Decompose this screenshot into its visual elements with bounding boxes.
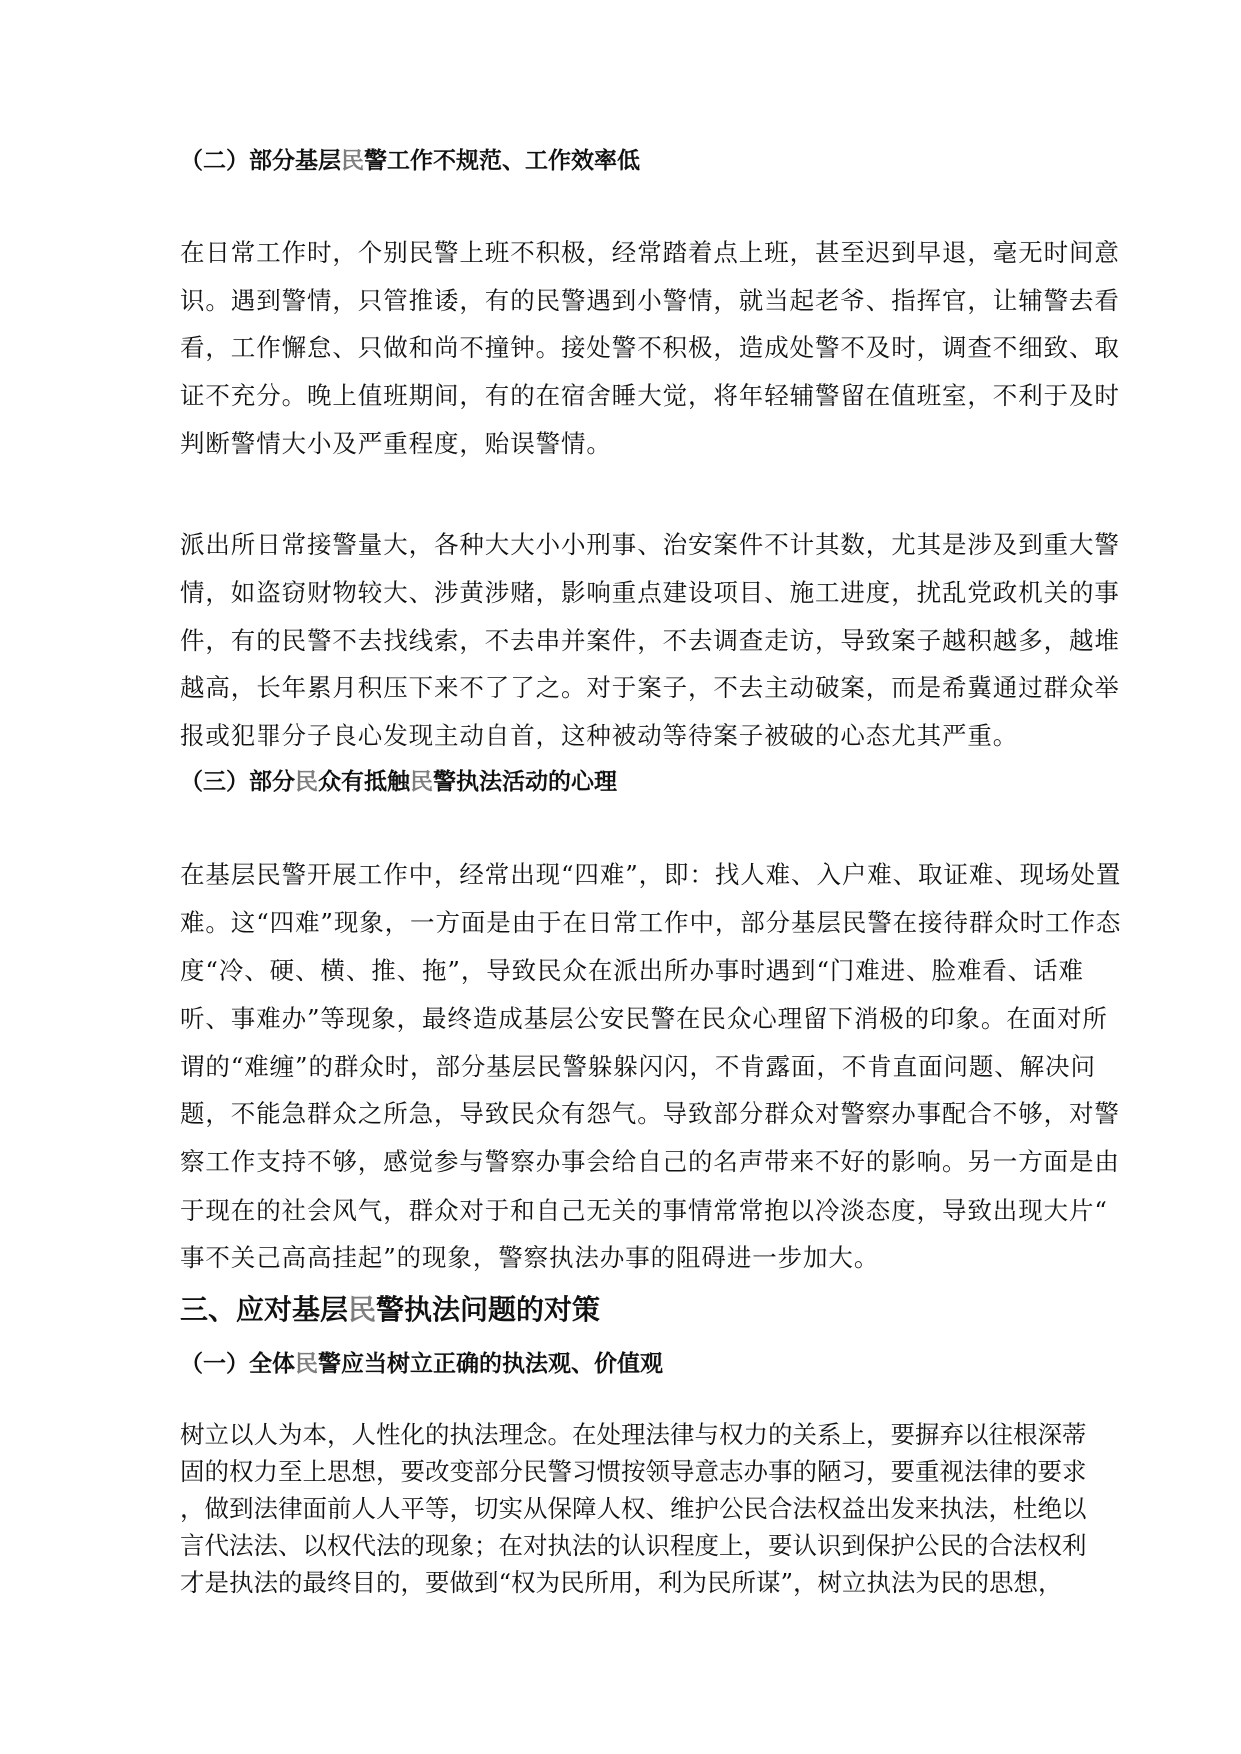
text-line: 听、事难办”等现象，最终造成基层公安民警在民众心理留下消极的印象。在面对所 [180, 1004, 1108, 1033]
heading-text: 警应当树立正确的执法观、价值观 [318, 1351, 663, 1377]
text-line: ，做到法律面前人人平等，切实从保障人权、维护公民合法权益出发来执法，杜绝以 [180, 1494, 1087, 1523]
text-line: 派出所日常接警量大，各种大大小小刑事、治安案件不计其数，尤其是涉及到重大警 [180, 530, 1120, 559]
highlighted-char: 民 [410, 769, 433, 795]
text-line: 在基层民警开展工作中，经常出现“四难”，即：找人难、入户难、取证难、现场处置 [180, 860, 1122, 889]
highlighted-char: 民 [295, 1351, 318, 1377]
text-line: 识。遇到警情，只管推诿，有的民警遇到小警情，就当起老爷、指挥官，让辅警去看 [180, 286, 1120, 315]
highlighted-char: 民 [295, 769, 318, 795]
chapter-heading-3 [180, 1293, 600, 1327]
text-line: 在日常工作时，个别民警上班不积极，经常踏着点上班，甚至迟到早退，毫无时间意 [180, 238, 1120, 267]
text-line: 件，有的民警不去找线索，不去串并案件，不去调查走访，导致案子越积越多，越堆 [180, 626, 1120, 655]
section-heading-3-1 [180, 1349, 663, 1379]
heading-text: 众有抵触 [318, 769, 410, 795]
heading-text: 警执法活动的心理 [433, 769, 617, 795]
text-line: 越高，长年累月积压下来不了了之。对于案子，不去主动破案，而是希冀通过群众举 [180, 673, 1120, 702]
highlighted-char: 民 [341, 148, 364, 174]
text-line: 固的权力至上思想，要改变部分民警习惯按领导意志办事的陋习，要重视法律的要求 [180, 1457, 1087, 1486]
text-line: 言代法法、以权代法的现象；在对执法的认识程度上，要认识到保护公民的合法权利 [180, 1531, 1087, 1560]
text-line: 题，不能急群众之所急，导致民众有怨气。导致部分群众对警察办事配合不够，对警 [180, 1099, 1120, 1128]
text-line: 证不充分。晚上值班期间，有的在宿舍睡大觉，将年轻辅警留在值班室，不利于及时 [180, 381, 1120, 410]
heading-text: 三、应对基层 [180, 1293, 349, 1326]
highlighted-char: 民 [348, 1293, 377, 1326]
text-line: 才是执法的最终目的，要做到“权为民所用，利为民所谋”，树立执法为民的思想， [180, 1568, 1063, 1597]
heading-text: （一）全体 [180, 1351, 295, 1377]
text-line: 看，工作懈怠、只做和尚不撞钟。接处警不积极，造成处警不及时，调查不细致、取 [180, 333, 1120, 362]
heading-text: 警执法问题的对策 [376, 1293, 601, 1326]
text-line: 谓的“难缠”的群众时，部分基层民警躲躲闪闪，不肯露面，不肯直面问题、解决问 [180, 1052, 1096, 1081]
text-line: 难。这“四难”现象，一方面是由于在日常工作中，部分基层民警在接待群众时工作态 [180, 908, 1122, 937]
text-line: 于现在的社会风气，群众对于和自己无关的事情常常抱以冷淡态度，导致出现大片“ [180, 1196, 1108, 1225]
text-line: 情，如盗窃财物较大、涉黄涉赌，影响重点建设项目、施工进度，扰乱党政机关的事 [180, 578, 1120, 607]
text-line: 事不关己高高挂起”的现象，警察执法办事的阻碍进一步加大。 [180, 1243, 880, 1272]
text-line: 度“冷、硬、横、推、拖”，导致民众在派出所办事时遇到“门难进、脸难看、话难 [180, 956, 1084, 985]
text-line: 察工作支持不够，感觉参与警察办事会给自己的名声带来不好的影响。另一方面是由 [180, 1147, 1120, 1176]
heading-text: 警工作不规范、工作效率低 [364, 148, 640, 174]
text-line: 判断警情大小及严重程度，贻误警情。 [180, 429, 612, 458]
heading-text: （二）部分基层 [180, 148, 341, 174]
section-heading-3 [180, 767, 617, 797]
section-heading-2 [180, 146, 640, 176]
text-line: 报或犯罪分子良心发现主动自首，这种被动等待案子被破的心态尤其严重。 [180, 721, 1019, 750]
text-line: 树立以人为本，人性化的执法理念。在处理法律与权力的关系上，要摒弃以往根深蒂 [180, 1420, 1087, 1449]
heading-text: （三）部分 [180, 769, 295, 795]
